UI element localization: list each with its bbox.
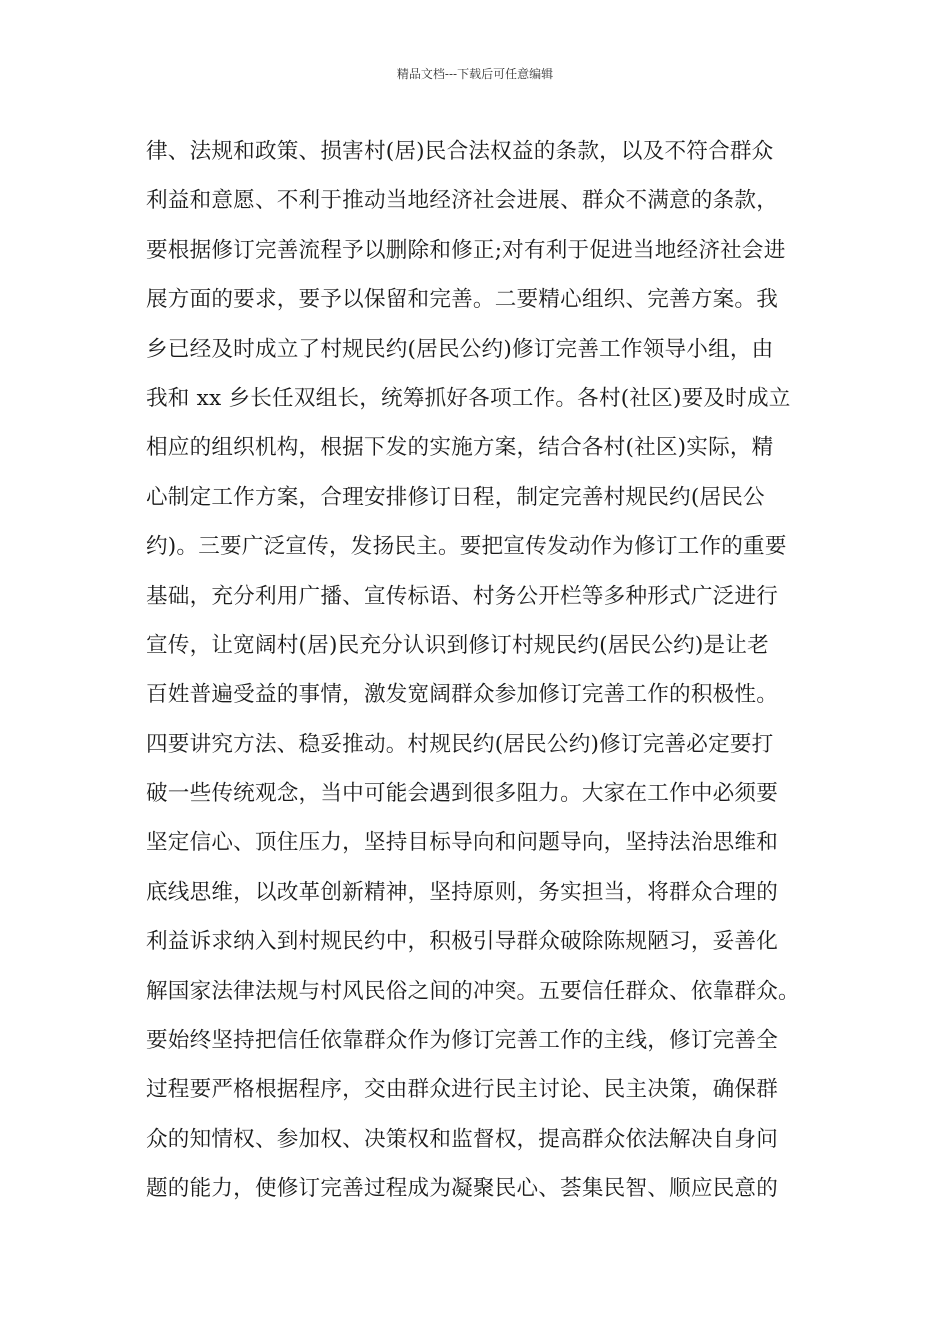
body-line: 乡已经及时成立了村规民约(居民公约)修订完善工作领导小组，由: [146, 336, 774, 362]
body-line: 破一些传统观念，当中可能会遇到很多阻力。大家在工作中必须要: [146, 781, 779, 807]
body-line: 展方面的要求，要予以保留和完善。二要精心组织、完善方案。我: [146, 287, 779, 313]
page-header: 精品文档---下载后可任意编辑: [396, 67, 554, 81]
body-line: 要始终坚持把信任依靠群众作为修订完善工作的主线，修订完善全: [146, 1028, 779, 1054]
body-line: 利益诉求纳入到村规民约中，积极引导群众破除陈规陋习，妥善化: [146, 929, 779, 955]
body-line: 约)。三要广泛宣传，发扬民主。要把宣传发动作为修订工作的重要: [146, 534, 787, 560]
body-text: [146, 130, 826, 1217]
body-line: 相应的组织机构，根据下发的实施方案，结合各村(社区)实际，精: [146, 435, 774, 461]
body-line: 四要讲究方法、稳妥推动。村规民约(居民公约)修订完善必定要打: [146, 731, 774, 757]
body-line: 众的知情权、参加权、决策权和监督权，提高群众依法解决自身问: [146, 1126, 779, 1152]
body-line: 底线思维，以改革创新精神，坚持原则，务实担当，将群众合理的: [146, 879, 779, 905]
body-line: 宣传，让宽阔村(居)民充分认识到修订村规民约(居民公约)是让老: [146, 632, 769, 658]
body-line: 心制定工作方案，合理安排修订日程，制定完善村规民约(居民公: [146, 484, 765, 510]
body-line: 过程要严格根据程序，交由群众进行民主讨论、民主决策，确保群: [146, 1077, 779, 1103]
body-line: 解国家法律法规与村风民俗之间的冲突。五要信任群众、依靠群众。: [146, 978, 800, 1004]
body-line: 利益和意愿、不利于推动当地经济社会进展、群众不满意的条款，: [146, 188, 779, 214]
body-line: 要根据修订完善流程予以删除和修正;对有利于促进当地经济社会进: [146, 237, 786, 263]
body-line: 坚定信心、顶住压力，坚持目标导向和问题导向，坚持法治思维和: [146, 830, 779, 856]
body-line: 我和 xx 乡长任双组长，统筹抓好各项工作。各村(社区)要及时成立: [146, 385, 791, 411]
body-line: 基础，充分利用广播、宣传标语、村务公开栏等多种形式广泛进行: [146, 583, 779, 609]
body-line: 百姓普遍受益的事情，激发宽阔群众参加修订完善工作的积极性。: [146, 682, 779, 708]
body-line: 律、法规和政策、损害村(居)民合法权益的条款，以及不符合群众: [146, 139, 774, 164]
body-line: 题的能力，使修订完善过程成为凝聚民心、荟集民智、顺应民意的: [146, 1176, 779, 1202]
